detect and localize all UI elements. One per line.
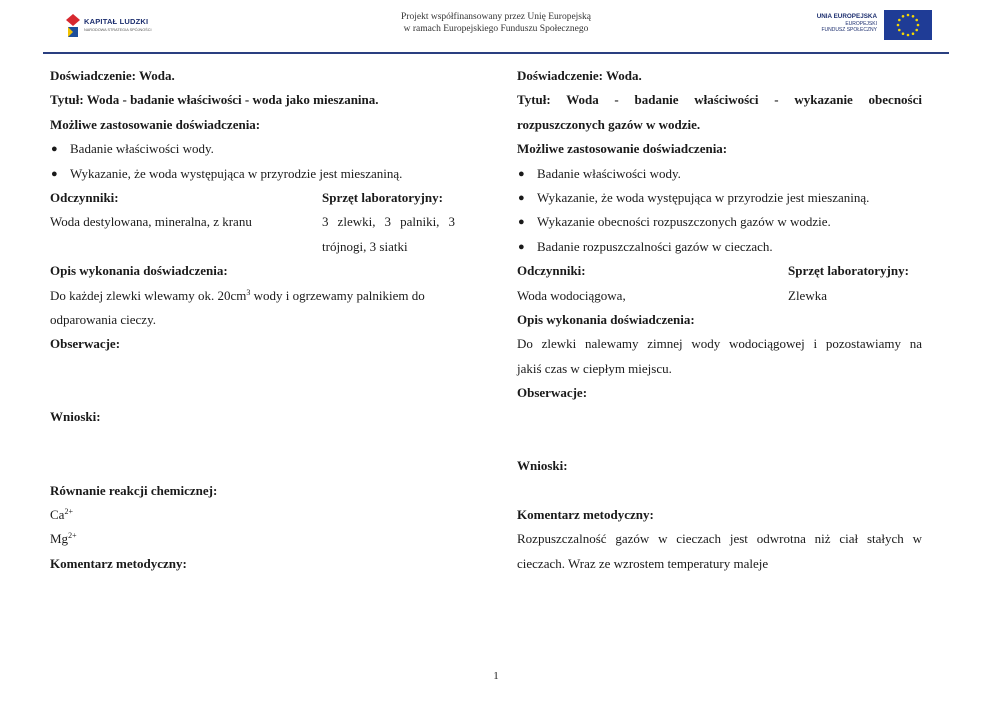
right-conclusions-heading: Wnioski: bbox=[517, 458, 568, 474]
left-procedure-line-2: odparowania cieczy. bbox=[50, 311, 156, 327]
right-procedure-heading: Opis wykonania doświadczenia: bbox=[517, 311, 695, 327]
right-equipment-heading: Sprzęt laboratoryjny: bbox=[788, 263, 909, 279]
right-use-item: ● Badanie rozpuszczalności gazów w cieczach. bbox=[518, 238, 773, 254]
eu-line-2: EUROPEJSKI bbox=[845, 21, 877, 27]
right-reagents-headings bbox=[517, 259, 922, 283]
right-comment-line-2: cieczach. Wraz ze wzrostem temperatury maleje bbox=[517, 555, 769, 571]
kapital-ludzki-emblem-icon bbox=[66, 14, 80, 38]
eu-flag-icon bbox=[884, 10, 932, 40]
left-equipment-heading: Sprzęt laboratoryjny: bbox=[322, 189, 443, 205]
right-equipment: Zlewka bbox=[788, 287, 827, 303]
eu-line-3: FUNDUSZ SPOŁECZNY bbox=[821, 27, 877, 33]
left-equipment-line-1: 3 zlewki, 3 palniki, 3 bbox=[322, 214, 455, 230]
left-procedure-heading: Opis wykonania doświadczenia: bbox=[50, 263, 228, 279]
left-ion-magnesium: $Mg^{2+}$ bbox=[50, 531, 77, 547]
kl-title: KAPITAŁ LUDZKI bbox=[84, 17, 149, 26]
page-header bbox=[0, 0, 992, 56]
right-procedure-line-1: Do zlewki nalewamy zimnej wody wodociągowej i pozostawiamy na bbox=[517, 336, 922, 352]
right-comment-line-1: Rozpuszczalność gazów w cieczach jest odwrotna niż ciał stałych w bbox=[517, 531, 922, 547]
right-title-line-2: rozpuszczonych gazów w wodzie. bbox=[517, 116, 701, 132]
right-use-item: ● Wykazanie obecności rozpuszczonych gazów w wodzie. bbox=[518, 214, 831, 230]
project-line-2: w ramach Europejskiego Funduszu Społecznego bbox=[403, 24, 589, 34]
right-reagents-row bbox=[517, 284, 922, 308]
left-use-item: ● Badanie właściwości wody. bbox=[51, 141, 214, 157]
eu-logo bbox=[790, 10, 932, 40]
left-use-item: ● Wykazanie, że woda występująca w przyrodzie jest mieszaniną. bbox=[51, 165, 403, 181]
project-line-1: Projekt współfinansowany przez Unię Europejską bbox=[401, 12, 591, 22]
right-experiment-label: Doświadczenie: Woda. bbox=[517, 68, 642, 83]
left-equation-heading: Równanie reakcji chemicznej: bbox=[50, 482, 218, 498]
right-use-item: ● Wykazanie, że woda występująca w przyrodzie jest mieszaniną. bbox=[518, 189, 870, 205]
left-reagents-row bbox=[50, 210, 458, 234]
right-title-line-1: Tytuł: Woda - badanie właściwości - wykazanie obecności bbox=[517, 92, 922, 108]
right-use-item: ● Badanie właściwości wody. bbox=[518, 165, 681, 181]
left-reagents-headings bbox=[50, 186, 458, 210]
right-procedure-line-2: jakiś czas w ciepłym miejscu. bbox=[517, 360, 672, 376]
right-comment-heading: Komentarz metodyczny: bbox=[517, 507, 654, 523]
project-caption bbox=[300, 11, 692, 35]
eu-line-1: UNIA EUROPEJSKA bbox=[816, 13, 877, 20]
left-comment-heading: Komentarz metodyczny: bbox=[50, 555, 187, 571]
left-reagents: Woda destylowana, mineralna, z kranu bbox=[50, 214, 252, 230]
left-uses-heading: Możliwe zastosowanie doświadczenia: bbox=[50, 116, 261, 132]
left-equipment-row bbox=[50, 235, 458, 259]
left-experiment-label: Doświadczenie: Woda. bbox=[50, 68, 175, 83]
kapital-ludzki-logo bbox=[66, 14, 176, 40]
eu-text bbox=[817, 13, 877, 33]
left-ion-calcium: $Ca^{2+}$ bbox=[50, 507, 73, 523]
right-reagents: Woda wodociągowa, bbox=[517, 287, 626, 303]
kl-subtitle: NARODOWA STRATEGIA SPÓJNOŚCI bbox=[84, 28, 152, 32]
header-divider bbox=[43, 52, 949, 54]
left-title: Tytuł: Woda - badanie właściwości - woda jako mieszanina. bbox=[50, 92, 379, 108]
left-observations-heading: Obserwacje: bbox=[50, 336, 121, 352]
right-observations-heading: Obserwacje: bbox=[517, 385, 588, 401]
right-reagents-heading: Odczynniki: bbox=[517, 263, 586, 279]
right-experiment bbox=[517, 64, 922, 576]
right-uses-heading: Możliwe zastosowanie doświadczenia: bbox=[517, 141, 728, 157]
left-experiment bbox=[50, 64, 458, 576]
left-procedure-line-1: Do każdej zlewki wlewamy ok. $20cm^3$ wody i ogrzewamy palnikiem do bbox=[50, 287, 425, 303]
left-conclusions-heading: Wnioski: bbox=[50, 409, 101, 425]
page-number: 1 bbox=[493, 670, 499, 682]
left-equipment-line-2: trójnogi, 3 siatki bbox=[322, 238, 408, 254]
left-reagents-heading: Odczynniki: bbox=[50, 189, 119, 205]
